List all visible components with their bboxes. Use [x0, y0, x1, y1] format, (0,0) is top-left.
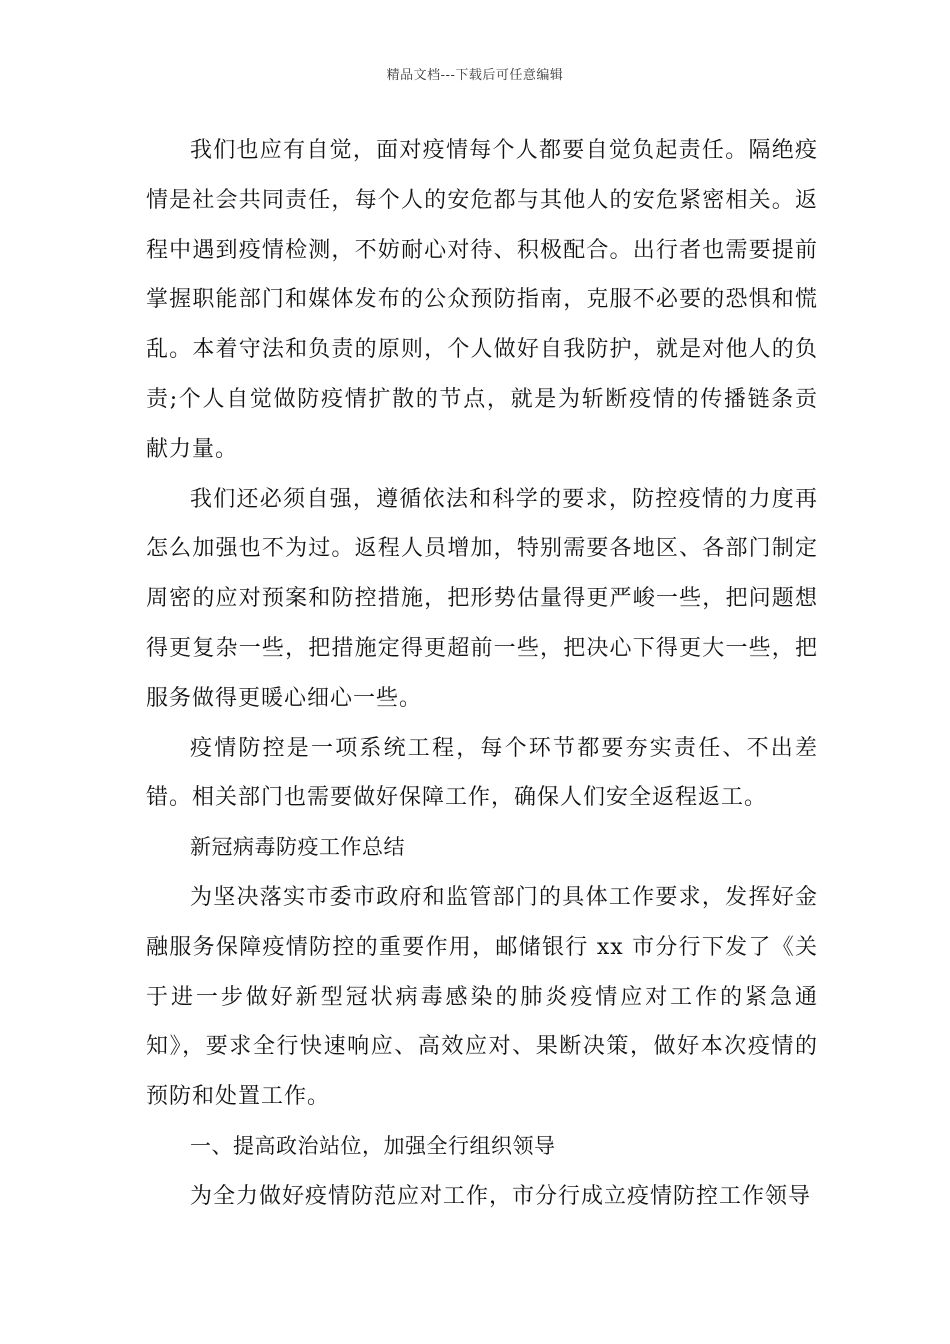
paragraph-self-strengthening: 我们还必须自强，遵循依法和科学的要求，防控疫情的力度再怎么加强也不为过。返程人员增加，特别需要各地区、各部门制定周密的应对预案和防控措施，把形势估量得更严峻一些，把问题想得更复杂一些，把措施定得更超前一些，把决心下得更大一些，把服务做得更暖心细心一些。 — [146, 486, 818, 711]
document-body — [146, 126, 818, 1222]
section-heading-1: 一、提高政治站位，加强全行组织领导 — [190, 1133, 556, 1158]
paragraph-bank-notice: 为坚决落实市委市政府和监管部门的具体工作要求，发挥好金融服务保障疫情防控的重要作用，邮储银行 xx 市分行下发了《关于进一步做好新型冠状病毒感染的肺炎疫情应对工作的紧急通知》，要求全行快速响应、高效应对、果断决策，做好本次疫情的预防和处置工作。 — [146, 884, 818, 1110]
paragraph-leadership-group: 为全力做好疫情防范应对工作，市分行成立疫情防控工作领导 — [190, 1183, 812, 1209]
page-header: 精品文档---下载后可任意编辑 — [386, 68, 564, 83]
paragraph-systematic-project: 疫情防控是一项系统工程，每个环节都要夯实责任、不出差错。相关部门也需要做好保障工作，确保人们安全返程返工。 — [146, 735, 818, 811]
paragraph-self-awareness: 我们也应有自觉，面对疫情每个人都要自觉负起责任。隔绝疫情是社会共同责任，每个人的安危都与其他人的安危紧密相关。返程中遇到疫情检测，不妨耐心对待、积极配合。出行者也需要提前掌握职能部门和媒体发布的公众预防指南，克服不必要的恐惧和慌乱。本着守法和负责的原则，个人做好自我防护，就是对他人的负责;个人自觉做防疫情扩散的节点，就是为斩断疫情的传播链条贡献力量。 — [146, 138, 818, 462]
section-title: 新冠病毒防疫工作总结 — [190, 835, 405, 860]
